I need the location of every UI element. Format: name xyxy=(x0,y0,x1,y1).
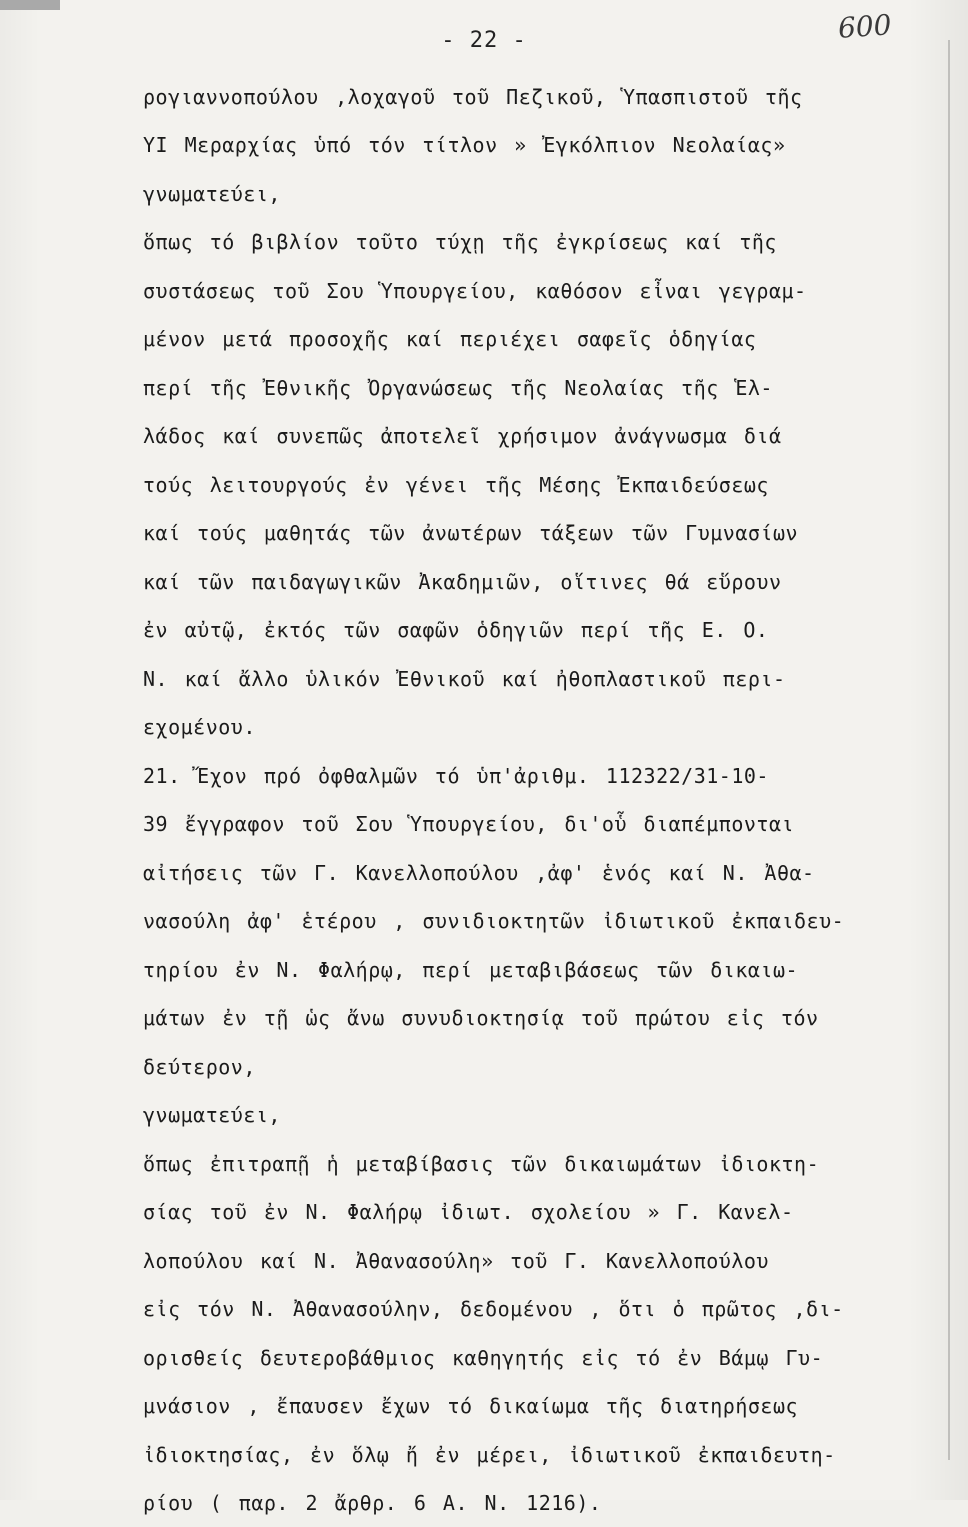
text-line: ρογιαννοπούλου ,λοχαγοῦ τοῦ Πεζικοῦ, Ὑπασπιστοῦ τῆς xyxy=(143,73,943,122)
text-line: μνάσιον , ἔπαυσεν ἔχων τό δικαίωμα τῆς διατηρήσεως xyxy=(143,1382,943,1431)
text-line: λάδος καί συνεπῶς ἀποτελεῖ χρήσιμον ἀνάγνωσμα διά xyxy=(143,412,943,461)
text-line: δεύτερον, xyxy=(143,1043,943,1092)
text-line: περί τῆς Ἐθνικῆς Ὀργανώσεως τῆς Νεολαίας τῆς Ἑλ- xyxy=(143,364,943,413)
page-number: - 22 - xyxy=(0,28,968,53)
page-fold-shadow xyxy=(948,40,950,1460)
text-line: μάτων ἐν τῇ ὡς ἄνω συνυδιοκτησίᾳ τοῦ πρώτου εἰς τόν xyxy=(143,994,943,1043)
text-line: λοπούλου καί Ν. Ἀθανασούλη» τοῦ Γ. Κανελλοπούλου xyxy=(143,1237,943,1286)
text-line: αἰτήσεις τῶν Γ. Κανελλοπούλου ,ἀφ' ἑνός καί Ν. Ἀθα- xyxy=(143,849,943,898)
text-line: σίας τοῦ ἐν Ν. Φαλήρῳ ἰδιωτ. σχολείου » Γ. Κανελ- xyxy=(143,1188,943,1237)
text-line: εἰς τόν Ν. Ἀθανασούλην, δεδομένου , ὅτι ὁ πρῶτος ,δι- xyxy=(143,1285,943,1334)
typed-text-body xyxy=(143,72,943,1527)
text-line: ἰδιοκτησίας, ἐν ὅλῳ ἤ ἐν μέρει, ἰδιωτικοῦ ἐκπαιδευτη- xyxy=(143,1431,943,1480)
text-line: μένον μετά προσοχῆς καί περιέχει σαφεῖς ὁδηγίας xyxy=(143,315,943,364)
text-line: συστάσεως τοῦ Σου Ὑπουργείου, καθόσον εἶναι γεγραμ- xyxy=(143,267,943,316)
page-edge-shadow xyxy=(0,0,60,10)
text-line: Ν. καί ἄλλο ὑλικόν Ἐθνικοῦ καί ἠθοπλαστικοῦ περι- xyxy=(143,655,943,704)
text-line: ρίου ( παρ. 2 ἄρθρ. 6 Α. Ν. 1216). xyxy=(143,1479,943,1527)
text-line: ορισθείς δευτεροβάθμιος καθηγητής εἰς τό ἐν Βάμῳ Γυ- xyxy=(143,1334,943,1383)
text-line: καί τῶν παιδαγωγικῶν Ἀκαδημιῶν, οἵτινες θά εὕρουν xyxy=(143,558,943,607)
text-line: νασούλη ἀφ' ἑτέρου , συνιδιοκτητῶν ἰδιωτικοῦ ἐκπαιδευ- xyxy=(143,897,943,946)
text-line: ἐν αὐτῷ, ἐκτός τῶν σαφῶν ὁδηγιῶν περί τῆς Ε. Ο. xyxy=(143,606,943,655)
handwritten-page-number: 600 xyxy=(837,8,893,45)
text-line: ΥΙ Μεραρχίας ὑπό τόν τίτλον » Ἐγκόλπιον Νεολαίας» xyxy=(143,121,943,170)
text-line: τηρίου ἐν Ν. Φαλήρῳ, περί μεταβιβάσεως τῶν δικαιω- xyxy=(143,946,943,995)
text-line: 21. Ἔχον πρό ὀφθαλμῶν τό ὑπ'ἀριθμ. 112322/31-10- xyxy=(143,752,943,801)
text-line: τούς λειτουργούς ἐν γένει τῆς Μέσης Ἐκπαιδεύσεως xyxy=(143,461,943,510)
text-line: καί τούς μαθητάς τῶν ἀνωτέρων τάξεων τῶν Γυμνασίων xyxy=(143,509,943,558)
text-line: γνωματεύει, xyxy=(143,1091,943,1140)
text-line: γνωματεύει, xyxy=(143,170,943,219)
text-line: ὅπως ἐπιτραπῇ ἡ μεταβίβασις τῶν δικαιωμάτων ἰδιοκτη- xyxy=(143,1140,943,1189)
text-line: 39 ἔγγραφον τοῦ Σου Ὑπουργείου, δι'οὗ διαπέμπονται xyxy=(143,800,943,849)
text-line: ὅπως τό βιβλίον τοῦτο τύχῃ τῆς ἐγκρίσεως καί τῆς xyxy=(143,218,943,267)
text-line: εχομένου. xyxy=(143,703,943,752)
